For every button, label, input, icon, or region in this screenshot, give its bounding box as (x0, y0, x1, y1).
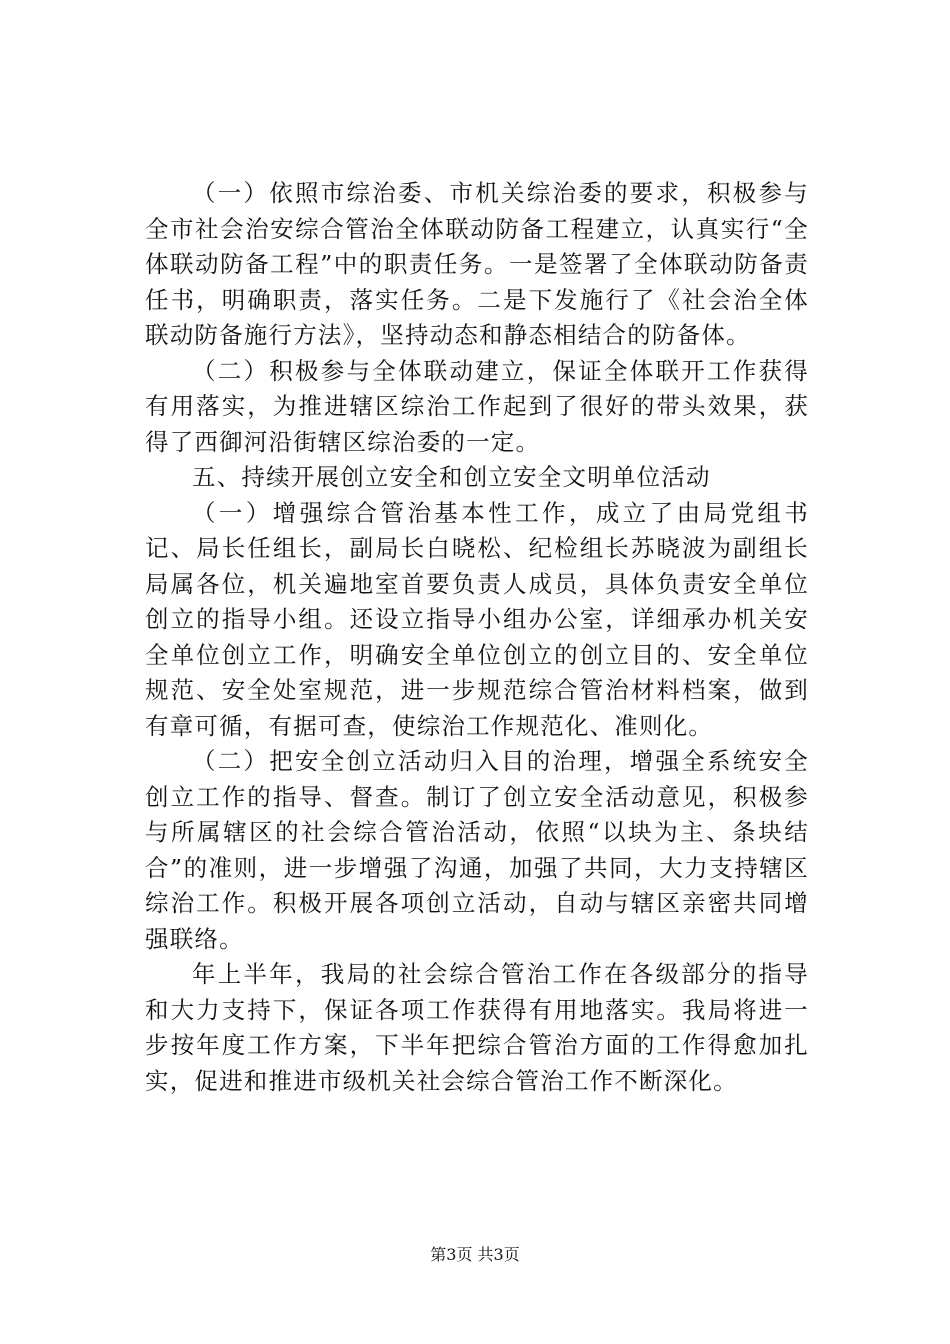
paragraph-summary: 年上半年，我局的社会综合管治工作在各级部分的指导和大力支持下，保证各项工作获得有用地落实。我局将进一步按年度工作方案，下半年把综合管治方面的工作得愈加扎实，促进和推进市级机关社会综合管治工作不断深化。 (145, 960, 809, 1095)
document-body (145, 176, 809, 1099)
paragraph-linkage-project: （一）依照市综治委、市机关综治委的要求，积极参与全市社会治安综合管治全体联动防备工程建立，认真实行“全体联动防备工程”中的职责任务。一是签署了全体联动防备责任书，明确职责，落实任务。二是下发施行了《社会治全体联动防备施行方法》，坚持动态和静态相结合的防备体。 (145, 179, 809, 349)
paragraph-linkage-participation: （二）积极参与全体联动建立，保证全体联开工作获得有用落实，为推进辖区综治工作起到了很好的带头效果，获得了西御河沿街辖区综治委的一定。 (145, 356, 809, 456)
paragraph-target-management: （二）把安全创立活动归入目的治理，增强全系统安全创立工作的指导、督查。制订了创立安全活动意见，积极参与所属辖区的社会综合管治活动，依照“以块为主、条块结合”的准则，进一步增强了沟通，加强了共同，大力支持辖区综治工作。积极开展各项创立活动，自动与辖区亲密共同增强联络。 (145, 747, 809, 953)
section-heading-five: 五、持续开展创立安全和创立安全文明单位活动 (192, 463, 711, 491)
paragraph-basic-work: （一）增强综合管治基本性工作，成立了由局党组书记、局长任组长，副局长白晓松、纪检组长苏晓波为副组长局属各位，机关遍地室首要负责人成员，具体负责安全单位创立的指导小组。还设立指导小组办公室，详细承办机关安全单位创立工作，明确安全单位创立的创立目的、安全单位规范、安全处室规范，进一步规范综合管治材料档案，做到有章可循，有据可查，使综治工作规范化、准则化。 (145, 498, 809, 740)
page-number-footer: 第3页 共3页 (430, 1245, 520, 1264)
